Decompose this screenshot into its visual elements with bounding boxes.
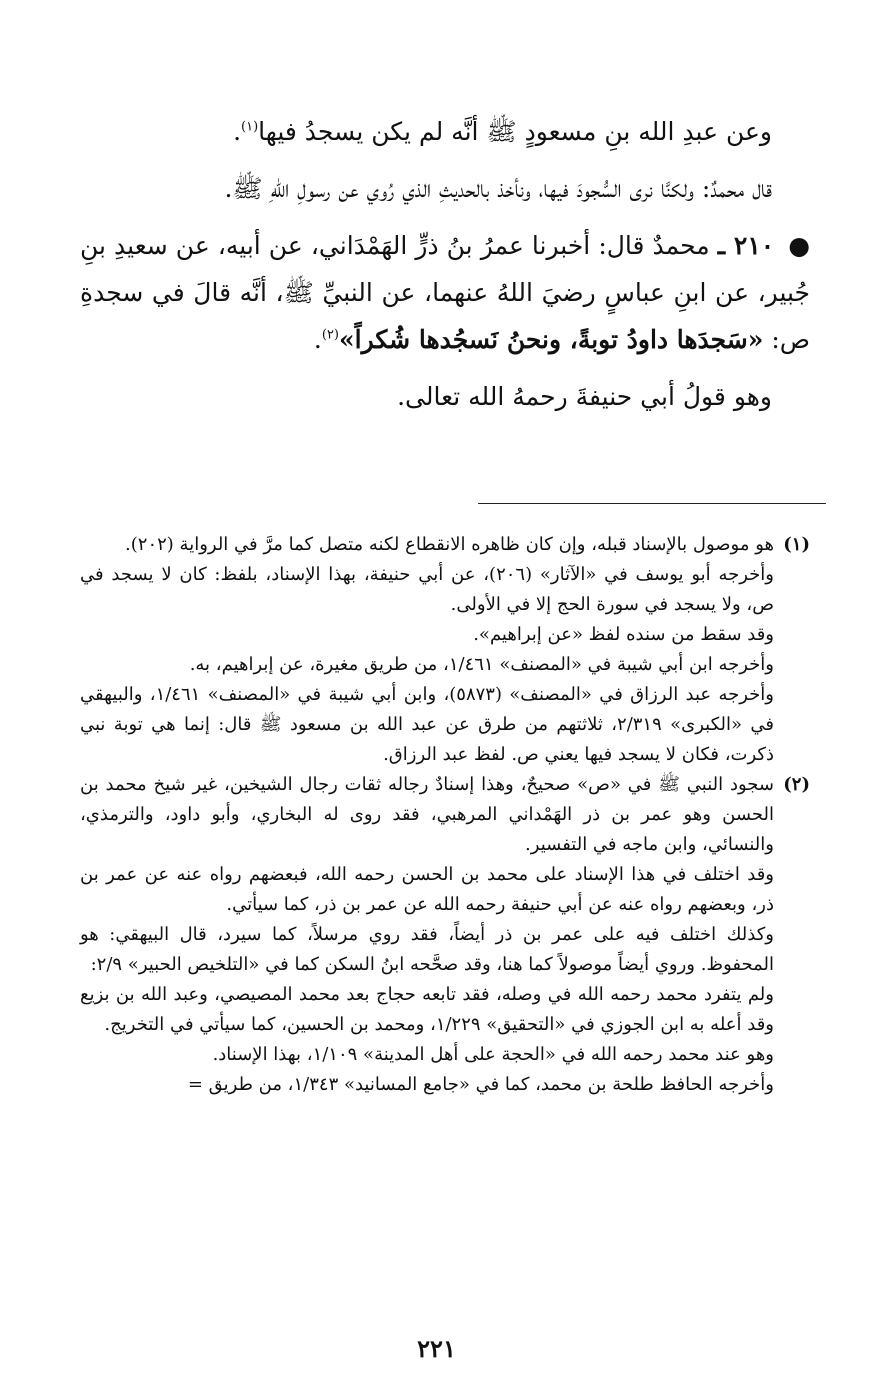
footnote-1-cont: وأخرجه عبد الرزاق في «المصنف» (٥٨٧٣)، وابن أبي شيبة في «المصنف» ١/٤٦١، والبيهقي في «الكبرى» ٢/٣١٩، ثلاثتهم من طرق عن عبد الله بن مسعود ﷺ قال: إنما هي توبة نبي ذكرت، فكان لا يسجد فيها يعني ص. لفظ عبد الرزاق. — [80, 684, 774, 765]
footnotes — [80, 530, 810, 1100]
paragraph-text: قال محمدٌ: ولكنَّا نرى السُّجودَ فيها، ونأخذ بالحديثِ الذي رُوي عن رسولِ اللهِ ﷺ. — [224, 174, 772, 203]
footnote-divider — [478, 503, 826, 504]
footnote-2-cont: وأخرجه الحافظ طلحة بن محمد، كما في «جامع المسانيد» ١/٣٤٣، من طريق = — [187, 1074, 774, 1095]
paragraph-text: وهو قولُ أبي حنيفةَ رحمهُ الله تعالى. — [397, 382, 772, 411]
footnote-1 — [80, 530, 810, 560]
footnote-number: (٢) — [783, 774, 810, 795]
paragraph-text: وعن عبدِ الله بنِ مسعودٍ ﷺ أنَّه لم يكن يسجدُ فيها — [258, 117, 772, 146]
footnote-2 — [80, 770, 810, 860]
footnote-ref-1[interactable]: (١) — [241, 119, 259, 135]
footnote-1-cont: وأخرجه ابن أبي شيبة في «المصنف» ١/٤٦١، من طريق مغيرة، عن إبراهيم، به. — [189, 654, 774, 675]
hadith-210: ●٢١٠ ـ محمدٌ قال: أخبرنا عمرُ بنُ ذرٍّ الهَمْدَاني، عن أبيه، عن سعيدِ بنِ جُبير، عن ابنِ عباسٍ رضيَ اللهُ عنهما، عن النبيِّ ﷺ، أنَّه قالَ في سجدةِ ص: «سَجدَها داودُ توبةً، ونحنُ نَسجُدها شُكراً»$^{(٢)}$. — [80, 222, 810, 363]
footnote-2-cont: وكذلك اختلف فيه على عمر بن ذر أيضاً، فقد روي مرسلاً، كما سيرد، قال البيهقي: هو المحفوظ. وروي أيضاً موصولاً كما هنا، وقد صحَّحه ابنُ السكن كما في «التلخيص الحبير» ٢/٩: — [80, 924, 774, 975]
bullet-icon: ● — [788, 231, 811, 260]
footnote-1-cont: وأخرجه أبو يوسف في «الآثار» (٢٠٦)، عن أبي حنيفة، بهذا الإسناد، بلفظ: كان لا يسجد في ص، ولا يسجد في سورة الحج إلا في الأولى. — [80, 564, 774, 615]
footnote-text: هو موصول بالإسناد قبله، وإن كان ظاهره الانقطاع لكنه متصل كما مرَّ في الرواية (٢٠٢). — [125, 534, 774, 555]
hadith-quote: «سَجدَها داودُ توبةً، ونحنُ نَسجُدها شُكراً» — [339, 325, 764, 354]
footnote-2-cont: وقد اختلف في هذا الإسناد على محمد بن الحسن رحمه الله، فبعضهم رواه عنه عن عمر بن ذر، وبعضهم رواه عنه عن أبي حنيفة رحمه الله عن عمر بن ذر، كما سيأتي. — [80, 864, 774, 915]
main-text — [80, 108, 810, 430]
footnote-1-cont: وقد سقط من سنده لفظ «عن إبراهيم». — [473, 624, 774, 645]
footnote-number: (١) — [783, 534, 810, 555]
paragraph-abu-hanifa — [80, 373, 810, 420]
footnote-text: سجود النبي ﷺ في «ص» صحيحٌ، وهذا إسنادٌ رجاله ثقات رجال الشيخين، غير شيخ محمد بن الحسن وهو عمر بن ذر الهَمْداني المرهبي، فقد روى له البخاري، وأبو داود، والترمذي، والنسائي، وابن ماجه في التفسير. — [80, 774, 774, 855]
footnote-2-cont: ولم يتفرد محمد رحمه الله في وصله، فقد تابعه حجاج بعد محمد المصيصي، وعبد الله بن بزيع وقد أعله به ابن الجوزي في «التحقيق» ١/٢٢٩، ومحمد بن الحسين، كما سيأتي في التخريج. — [80, 984, 774, 1035]
footnote-2-cont: وهو عند محمد رحمه الله في «الحجة على أهل المدينة» ١/١٠٩، بهذا الإسناد. — [212, 1044, 774, 1065]
hadith-number: ٢١٠ ـ — [717, 231, 775, 260]
paragraph-ibn-masud: وعن عبدِ الله بنِ مسعودٍ ﷺ أنَّه لم يكن يسجدُ فيها$^{(١)}$. — [233, 117, 772, 146]
hadith-chain: محمدٌ قال: أخبرنا عمرُ بنُ ذرٍّ الهَمْدَاني، عن أبيه، عن سعيدِ بنِ جُبير، عن ابنِ عباسٍ رضيَ اللهُ عنهما، عن النبيِّ ﷺ، أنَّه قالَ في سجدةِ ص: — [80, 231, 810, 354]
page-number: ٢٢١ — [417, 1334, 456, 1363]
footnote-ref-2[interactable]: (٢) — [321, 327, 339, 343]
paragraph-muhammad-comment — [80, 165, 810, 212]
